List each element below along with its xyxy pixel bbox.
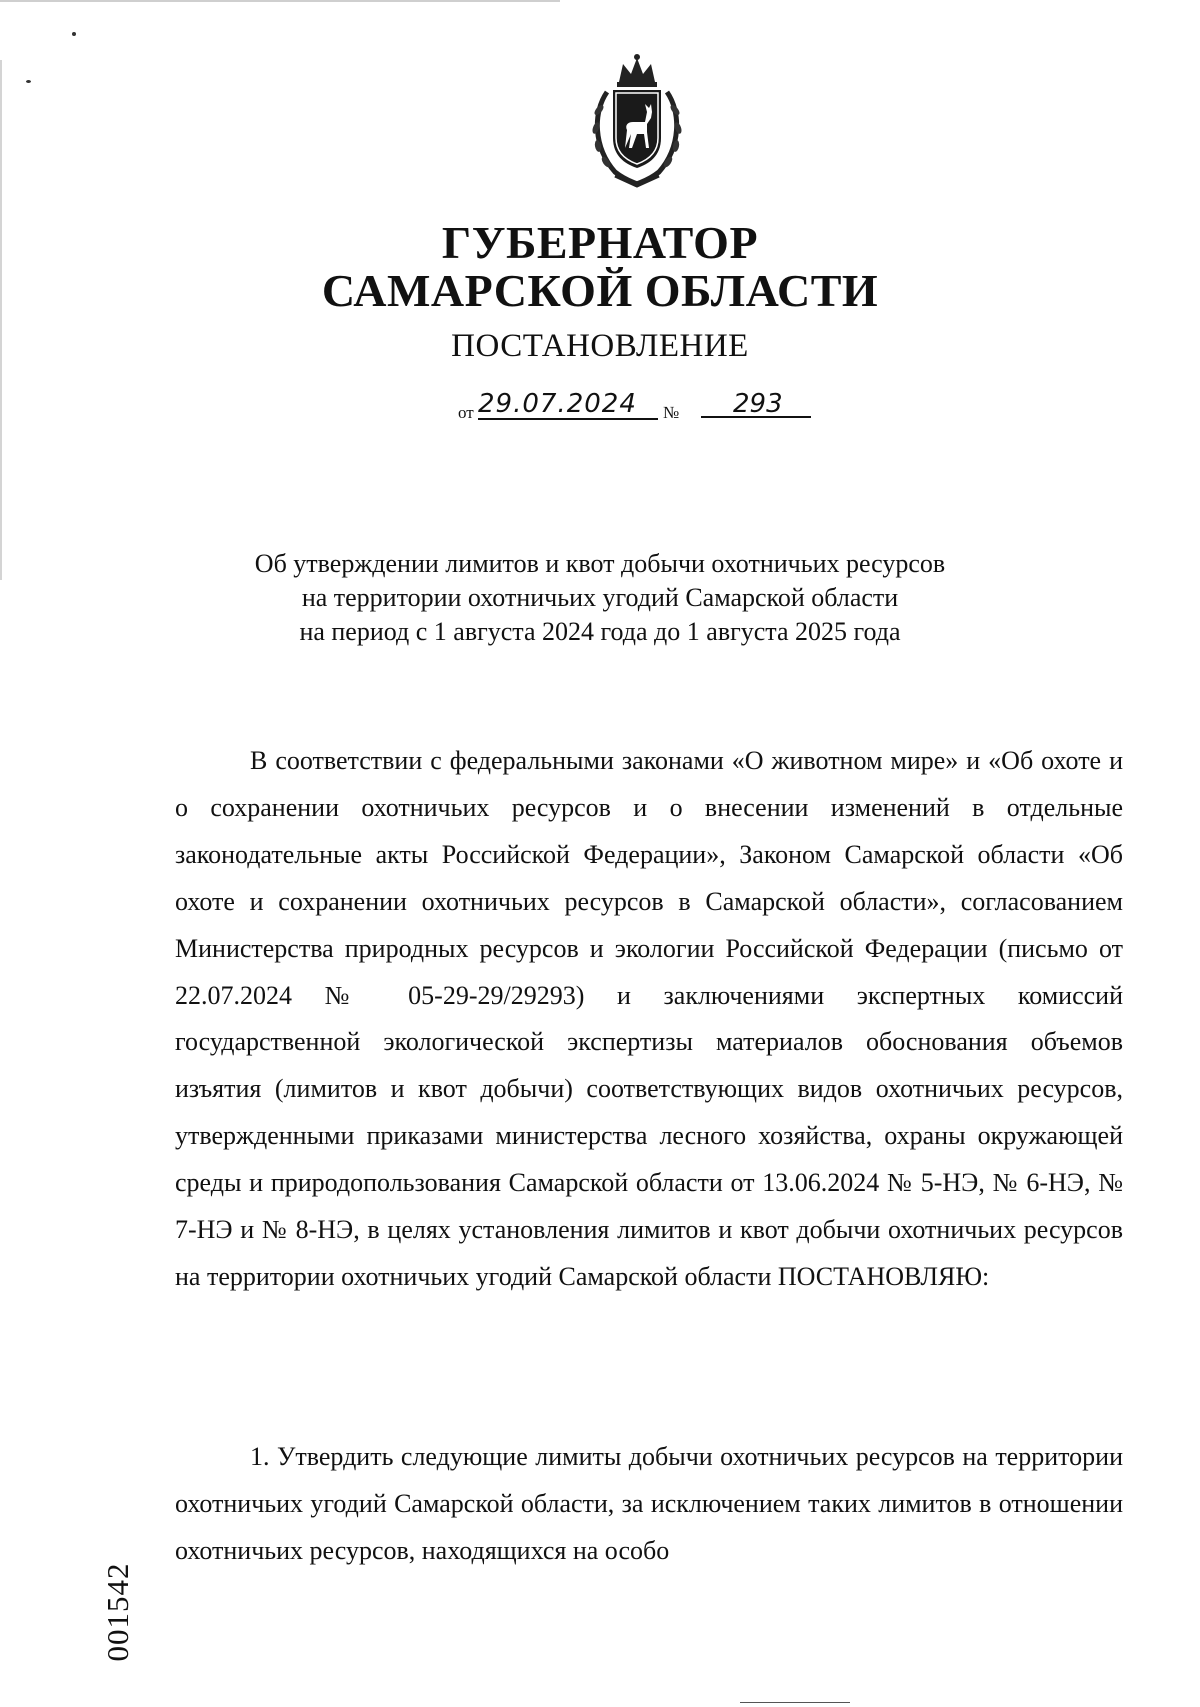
governor-title-line2: САМАРСКОЙ ОБЛАСТИ — [321, 265, 879, 316]
governor-title-line1: ГУБЕРНАТОР — [441, 217, 759, 268]
date-number-line — [458, 389, 858, 424]
scan-bottom-mark — [740, 1702, 850, 1703]
date-prefix: от — [458, 403, 474, 422]
scan-edge-top — [0, 0, 560, 2]
margin-serial-number — [98, 1552, 138, 1672]
clause-1-paragraph: 1. Утвердить следующие лимиты добычи охотничьих ресурсов на территории охотничьих угодий Самарской области, за исключением таких лимитов в отношении охотничьих ресурсов, находящихся на особо — [175, 1442, 1123, 1565]
scan-speck — [72, 32, 76, 36]
subject-line: на территории охотничьих угодий Самарской области — [301, 583, 899, 612]
scan-speck — [26, 80, 31, 83]
handwritten-number: 293 — [701, 392, 811, 418]
preamble-paragraph: В соответствии с федеральными законами «О животном мире» и «Об охоте и о сохранении охотничьих ресурсов и о внесении изменений в отдельные законодательные акты Российской Федерации», Законом Самарской области «Об охоте и сохранении охотничьих ресурсов в Самарской области», согласованием Министерства природных ресурсов и экологии Российской Федерации (письмо от 22.07.2024 № 05-29-29/29293) и заключениями экспертных комиссий государственной экологической экспертизы материалов обоснования объемов изъятия (лимитов и квот добычи) соответствующих видов охотничьих ресурсов, утвержденными приказами министерства лесного хозяйства, охраны окружающей среды и природопользования Самарской области от 13.06.2024 № 5-НЭ, № 6-НЭ, № 7-НЭ и № 8-НЭ, в целях установления лимитов и квот добычи охотничьих ресурсов на территории охотничьих угодий Самарской области ПОСТАНОВЛЯЮ: — [175, 746, 1123, 1291]
subject-line: Об утверждении лимитов и квот добычи охотничьих ресурсов — [254, 549, 946, 578]
scan-edge-left — [0, 60, 2, 580]
serial-number-text: 001542 — [100, 1562, 135, 1662]
subject-line: на период с 1 августа 2024 года до 1 августа 2025 года — [299, 617, 901, 646]
coat-of-arms-emblem — [585, 52, 689, 190]
document-type: ПОСТАНОВЛЕНИЕ — [451, 328, 749, 364]
handwritten-date: 29.07.2024 — [478, 392, 658, 420]
decree-subject — [240, 547, 960, 649]
number-prefix: № — [663, 403, 680, 422]
